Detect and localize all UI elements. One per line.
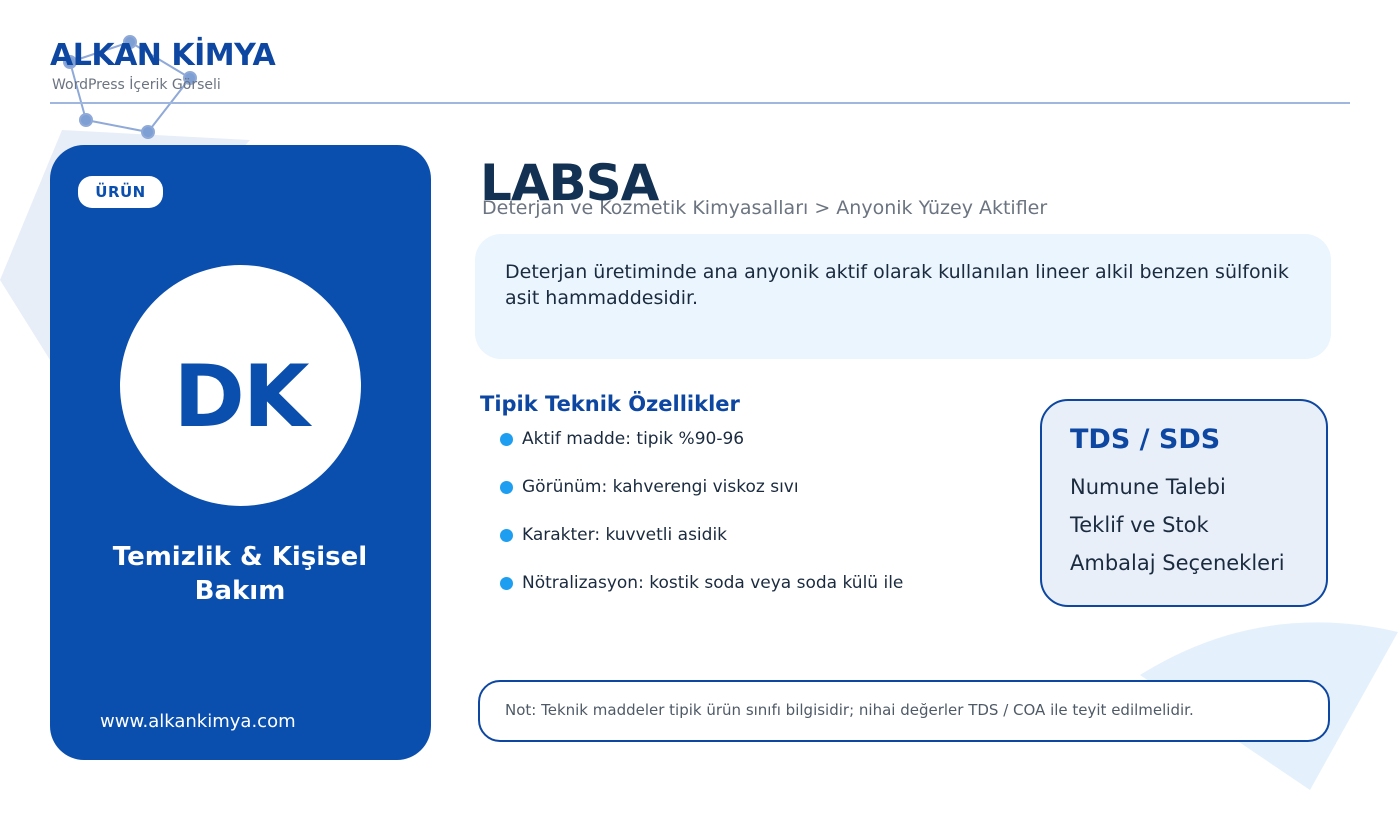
spec-item-text: Karakter: kuvvetli asidik: [522, 525, 728, 545]
spec-item-text: Görünüm: kahverengi viskoz sıvı: [522, 477, 799, 497]
spec-item: [500, 573, 903, 593]
spec-item-text: Aktif madde: tipik %90-96: [522, 429, 745, 449]
product-description: Deterjan üretiminde ana anyonik aktif olarak kullanılan lineer alkil benzen sülfonik asit hammaddesidir.: [505, 261, 1289, 309]
breadcrumb: Deterjan ve Kozmetik Kimyasalları > Anyonik Yüzey Aktifler: [482, 197, 1048, 219]
product-initials: DK: [173, 346, 308, 447]
bullet-dot-icon: [500, 529, 513, 542]
bullet-dot-icon: [500, 481, 513, 494]
spec-item: [500, 525, 727, 545]
note-text: Not: Teknik maddeler tipik ürün sınıfı bilgisidir; nihai değerler TDS / COA ile teyit edilmelidir.: [505, 701, 1194, 719]
product-category-line-1: Temizlik & Kişisel: [112, 542, 368, 572]
website-link[interactable]: www.alkankimya.com: [100, 711, 296, 732]
product-category-line-2: Bakım: [194, 576, 286, 606]
product-title: LABSA: [480, 154, 659, 212]
specs-title: Tipik Teknik Özellikler: [480, 392, 740, 416]
header-subtitle: WordPress İçerik Görseli: [52, 77, 221, 93]
brand-logo-text: ALKAN KİMYA: [50, 38, 276, 73]
packaging-options-link[interactable]: Ambalaj Seçenekleri: [1070, 551, 1285, 575]
spec-item: [500, 429, 744, 449]
sample-request-link[interactable]: Numune Talebi: [1070, 475, 1226, 499]
product-category: [90, 540, 390, 608]
product-badge: ÜRÜN: [78, 176, 163, 208]
product-initials-circle: [120, 265, 361, 506]
tds-sds-title[interactable]: TDS / SDS: [1070, 424, 1221, 455]
bullet-dot-icon: [500, 577, 513, 590]
spec-item-text: Nötralizasyon: kostik soda veya soda külü ile: [522, 573, 904, 593]
quote-stock-link[interactable]: Teklif ve Stok: [1070, 513, 1209, 537]
header-divider: [50, 102, 1350, 104]
spec-item: [500, 477, 799, 497]
bullet-dot-icon: [500, 433, 513, 446]
